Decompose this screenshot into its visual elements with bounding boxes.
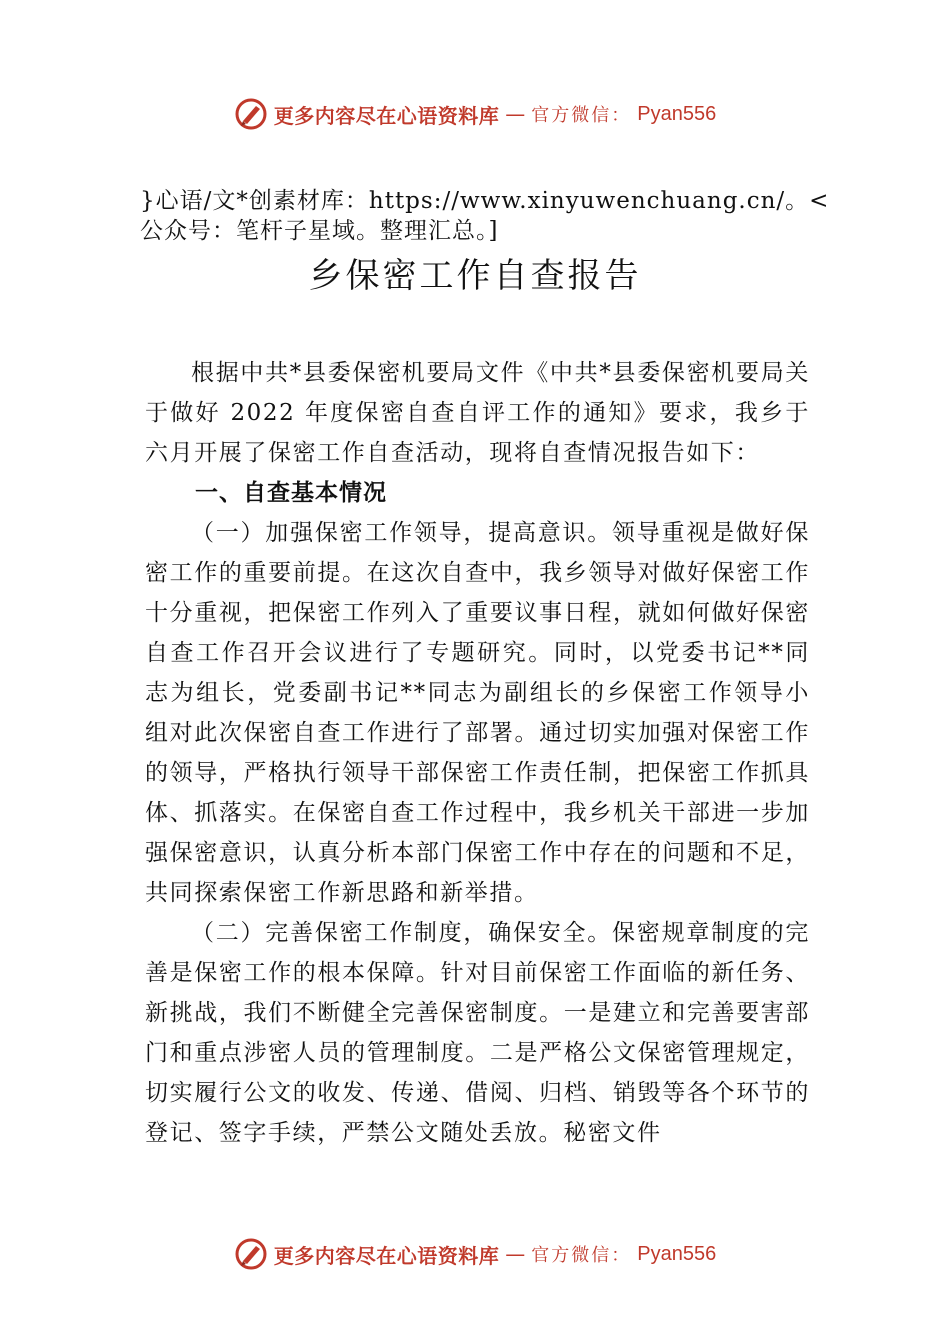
watermark-text: 更多内容尽在心语资料库 — [273, 1243, 500, 1268]
document-title: 乡保密工作自查报告 — [308, 256, 642, 296]
pen-logo-icon — [234, 97, 268, 131]
paragraph-1: （一）加强保密工作领导，提高意识。领导重视是做好保密工作的重要前提。在这次自查中，我乡领导对做好保密工作十分重视，把保密工作列入了重要议事日程，就如何做好保密自查工作召开会议进行了专题研究。同时，以党委书记**同志为组长，党委副书记**同志为副组长的乡保密工作领导小组对此次保密自查工作进行了部署。通过切实加强对保密工作的领导，严格执行领导干部保密工作责任制，把保密工作抓具体、抓落实。在保密自查工作过程中，我乡机关干部进一步加强保密意识，认真分析本部门保密工作中存在的问题和不足，共同探索保密工作新思路和新举措。 — [145, 520, 810, 906]
watermark-dash: — — [505, 102, 526, 126]
watermark-dash: — — [505, 1242, 526, 1266]
header-watermark — [0, 94, 950, 134]
watermark-wechat-id: Pyan556 — [637, 1242, 717, 1265]
intro-paragraph: 根据中共*县委保密机要局文件《中共*县委保密机要局关于做好 2022 年度保密自查自评工作的通知》要求，我乡于六月开展了保密工作自查活动，现将自查情况报告如下： — [145, 360, 810, 466]
paragraph-2: （二）完善保密工作制度，确保安全。保密规章制度的完善是保密工作的根本保障。针对目前保密工作面临的新任务、新挑战，我们不断健全完善保密制度。一是建立和完善要害部门和重点涉密人员的管理制度。二是严格公文保密管理规定，切实履行公文的收发、传递、借阅、归档、销毁等各个环节的登记、签字手续，严禁公文随处丢放。秘密文件 — [145, 920, 810, 1146]
document-body — [145, 353, 810, 1153]
section-heading: 一、自查基本情况 — [195, 480, 387, 506]
pen-logo-icon — [234, 1237, 268, 1271]
watermark-text: 更多内容尽在心语资料库 — [273, 103, 500, 128]
footer-watermark — [0, 1234, 950, 1274]
watermark-wechat-label: 官方微信： — [531, 1245, 632, 1266]
watermark-wechat-label: 官方微信： — [531, 105, 632, 126]
watermark-wechat-id: Pyan556 — [637, 102, 717, 125]
source-note: }心语/文*创素材库：https://www.xinyuwenchuang.cn/。<公众号：笔杆子星域。整理汇总。] — [140, 188, 830, 244]
